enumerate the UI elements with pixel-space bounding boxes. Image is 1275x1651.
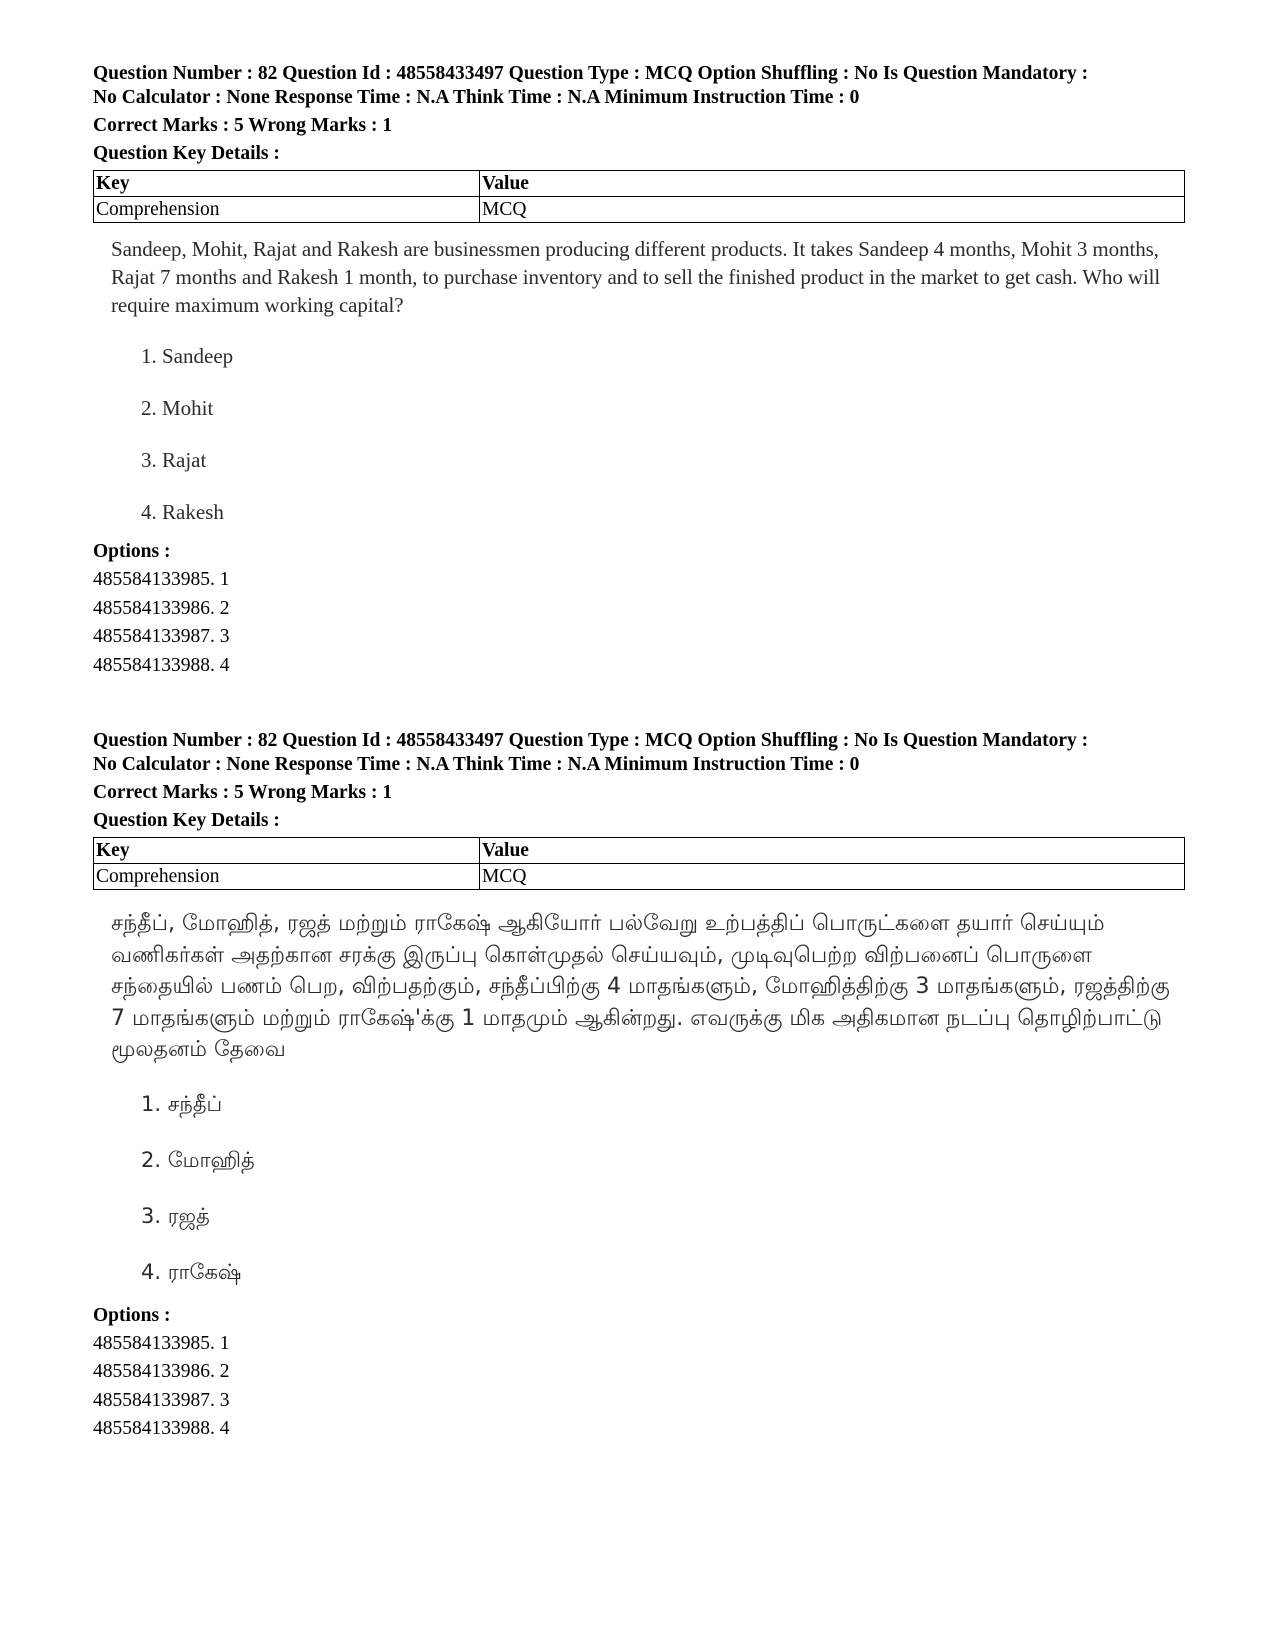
option-line-3: 485584133987. 3	[93, 626, 230, 647]
key-header-cell: Key	[94, 838, 480, 864]
key-details-table	[93, 170, 1185, 223]
key-details-label: Question Key Details :	[93, 810, 280, 831]
choice-4: 4. ராகேஷ்	[141, 1259, 242, 1284]
question-meta-line-1: Question Number : 82 Question Id : 48558433497 Question Type : MCQ Option Shuffling : No Is Question Mandatory :	[93, 730, 1089, 751]
options-label: Options :	[93, 541, 171, 562]
question-meta-line-2: No Calculator : None Response Time : N.A Think Time : N.A Minimum Instruction Time : 0	[93, 754, 860, 775]
choice-2: 2. Mohit	[141, 396, 214, 420]
question-text: சந்தீப், மோஹித், ரஜத் மற்றும் ராகேஷ் ஆகியோர் பல்வேறு உற்பத்திப் பொருட்களை தயார் செய்யும் வணிகர்கள் அதற்கான சரக்கு இருப்பு கொள்முதல் செய்யவும், முடிவுபெற்ற விற்பனைப் பொருளை சந்தையில் பணம் பெற, விற்பதற்கும், சந்தீப்பிற்கு 4 மாதங்களும், மோஹித்திற்கு 3 மாதங்களும், ரஜத்திற்கு 7 மாதங்களும் மற்றும் ராகேஷ்'க்கு 1 மாதமும் ஆகின்றது. எவருக்கு மிக அதிகமான நடப்பு தொழிற்பாட்டு மூலதனம் தேவை	[111, 911, 1170, 1062]
choice-1: 1. Sandeep	[141, 344, 234, 368]
question-meta-line-2: No Calculator : None Response Time : N.A Think Time : N.A Minimum Instruction Time : 0	[93, 87, 860, 108]
option-line-4: 485584133988. 4	[93, 654, 230, 676]
question-content	[93, 235, 1183, 526]
value-header-cell: Value	[480, 171, 1185, 197]
options-label: Options :	[93, 1304, 171, 1326]
choice-1: 1. சந்தீப்	[141, 1091, 223, 1116]
choice-2: 2. மோஹித்	[141, 1147, 255, 1172]
value-cell: MCQ	[480, 197, 1185, 223]
question-meta-line-1: Question Number : 82 Question Id : 48558433497 Question Type : MCQ Option Shuffling : No Is Question Mandatory :	[93, 63, 1089, 84]
question-block-english	[93, 62, 1183, 680]
question-content	[93, 908, 1183, 1286]
marks-line: Correct Marks : 5 Wrong Marks : 1	[93, 115, 393, 136]
key-cell: Comprehension	[94, 197, 480, 223]
value-header-cell: Value	[480, 838, 1185, 864]
key-details-label: Question Key Details :	[93, 143, 280, 164]
choice-3: 3. ரஜத்	[141, 1203, 210, 1228]
marks-line: Correct Marks : 5 Wrong Marks : 1	[93, 782, 393, 803]
choice-3: 3. Rajat	[141, 448, 207, 472]
key-cell: Comprehension	[94, 864, 480, 890]
option-line-4: 485584133988. 4	[93, 1418, 230, 1439]
key-table-header-row	[94, 171, 1185, 197]
option-line-3: 485584133987. 3	[93, 1389, 230, 1411]
key-table-header-row	[94, 838, 1185, 864]
option-line-2: 485584133986. 2	[93, 1361, 230, 1382]
key-details-table	[93, 837, 1185, 890]
key-header-cell: Key	[94, 171, 480, 197]
question-block-tamil	[93, 729, 1183, 1444]
option-line-2: 485584133986. 2	[93, 597, 230, 619]
option-line-1: 485584133985. 1	[93, 1332, 230, 1354]
question-text: Sandeep, Mohit, Rajat and Rakesh are businessmen producing different products. It takes Sandeep 4 months, Mohit 3 months, Rajat 7 months and Rakesh 1 month, to purchase inventory and to sell the finished product in the market to get cash. Who will require maximum working capital?	[111, 237, 1161, 317]
key-table-row	[94, 864, 1185, 890]
value-cell: MCQ	[480, 864, 1185, 890]
key-table-row	[94, 197, 1185, 223]
choice-4: 4. Rakesh	[141, 500, 224, 524]
option-line-1: 485584133985. 1	[93, 569, 230, 590]
